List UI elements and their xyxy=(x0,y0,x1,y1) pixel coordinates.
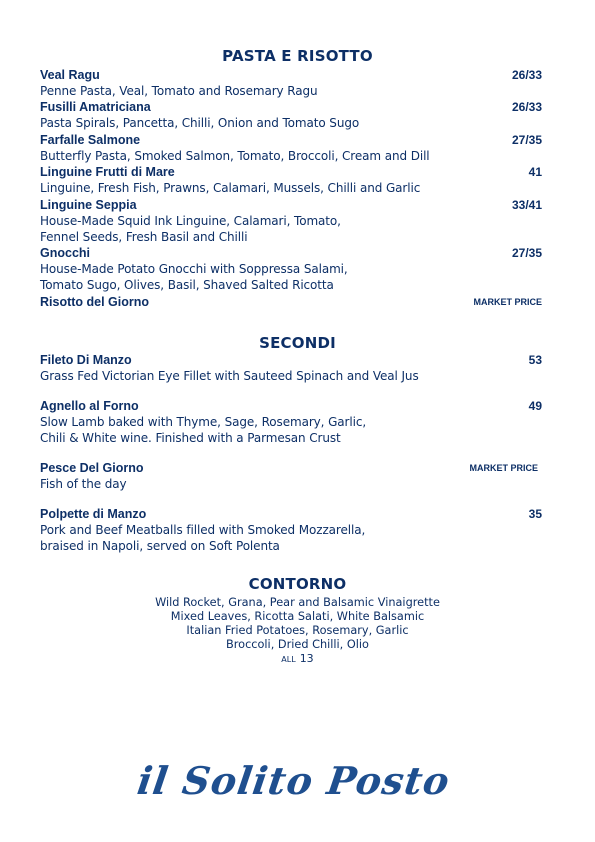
menu-item-polpette-di-manzo xyxy=(40,506,545,554)
all-label: ALL xyxy=(281,655,296,664)
logo-wordmark: il Solito Posto xyxy=(134,759,453,804)
menu-item-linguine-frutti-di-mare xyxy=(40,164,545,196)
dish-price: 27/35 xyxy=(511,246,542,260)
dish-description: Pork and Beef Meatballs filled with Smoked Mozzarella, braised in Napoli, served on Soft Polenta xyxy=(40,523,366,553)
dish-description: Linguine, Fresh Fish, Prawns, Calamari, Mussels, Chilli and Garlic xyxy=(40,181,421,195)
dish-name: Linguine Seppia xyxy=(40,198,137,212)
dish-description: Butterfly Pasta, Smoked Salmon, Tomato, Broccoli, Cream and Dill xyxy=(40,149,430,163)
dish-name: Veal Ragu xyxy=(40,68,100,82)
dish-description: House-Made Potato Gnocchi with Soppressa Salami, Tomato Sugo, Olives, Basil, Shaved Salted Ricotta xyxy=(40,262,348,292)
dish-price: 33/41 xyxy=(511,198,542,212)
contorno-line: Wild Rocket, Grana, Pear and Balsamic Vinaigrette xyxy=(155,596,440,609)
menu-item-linguine-seppia xyxy=(40,197,545,245)
contorno-line: Broccoli, Dried Chilli, Olio xyxy=(226,638,369,651)
dish-name: Fileto Di Manzo xyxy=(40,353,132,367)
contorno-line: Mixed Leaves, Ricotta Salati, White Balsamic xyxy=(170,610,425,623)
menu-item-veal-ragu xyxy=(40,67,545,99)
dish-description: Slow Lamb baked with Thyme, Sage, Rosemary, Garlic, Chili & White wine. Finished with a Parmesan Crust xyxy=(40,415,367,445)
dish-name: Fusilli Amatriciana xyxy=(40,100,151,114)
dish-name: Linguine Frutti di Mare xyxy=(40,165,175,179)
dish-name: Agnello al Forno xyxy=(40,399,139,413)
dish-name: Pesce Del Giorno xyxy=(40,461,144,475)
dish-description: Penne Pasta, Veal, Tomato and Rosemary Ragu xyxy=(40,84,318,98)
contorno-line: Italian Fried Potatoes, Rosemary, Garlic xyxy=(186,624,409,637)
dish-name: Polpette di Manzo xyxy=(40,507,147,521)
dish-price: 26/33 xyxy=(511,68,542,82)
dish-description: Fish of the day xyxy=(40,477,127,491)
menu-item-risotto-del-giorno xyxy=(40,294,545,310)
section-title-contorno: CONTORNO xyxy=(248,575,347,593)
contorno-price xyxy=(0,652,595,667)
menu-item-fusilli-amatriciana xyxy=(40,99,545,131)
menu-item-farfalle-salmone xyxy=(40,132,545,164)
dish-name: Risotto del Giorno xyxy=(40,295,150,309)
dish-price: MARKET PRICE xyxy=(473,297,542,307)
menu-item-gnocchi xyxy=(40,245,545,293)
dish-price: 27/35 xyxy=(511,133,542,147)
contorno-list xyxy=(0,596,595,667)
dish-price: 53 xyxy=(528,353,542,367)
dish-price: 49 xyxy=(528,399,542,413)
dish-description: Grass Fed Victorian Eye Fillet with Sauteed Spinach and Veal Jus xyxy=(40,369,419,383)
dish-price: 41 xyxy=(528,165,542,179)
section-title-secondi: SECONDI xyxy=(259,334,336,352)
section-title-pasta: PASTA E RISOTTO xyxy=(222,47,373,65)
dish-price: 26/33 xyxy=(511,100,542,114)
menu-item-fileto-di-manzo xyxy=(40,352,545,384)
dish-name: Gnocchi xyxy=(40,246,91,260)
menu-item-agnello-al-forno xyxy=(40,398,545,446)
dish-description: Pasta Spirals, Pancetta, Chilli, Onion and Tomato Sugo xyxy=(40,116,360,130)
all-price: 13 xyxy=(299,652,314,665)
dish-name: Farfalle Salmone xyxy=(40,133,141,147)
dish-price: MARKET PRICE xyxy=(469,463,538,473)
menu-item-pesce-del-giorno xyxy=(40,460,545,492)
restaurant-logo xyxy=(134,750,453,810)
dish-description: House-Made Squid Ink Linguine, Calamari, Tomato, Fennel Seeds, Fresh Basil and Chilli xyxy=(40,214,341,244)
dish-price: 35 xyxy=(528,507,542,521)
